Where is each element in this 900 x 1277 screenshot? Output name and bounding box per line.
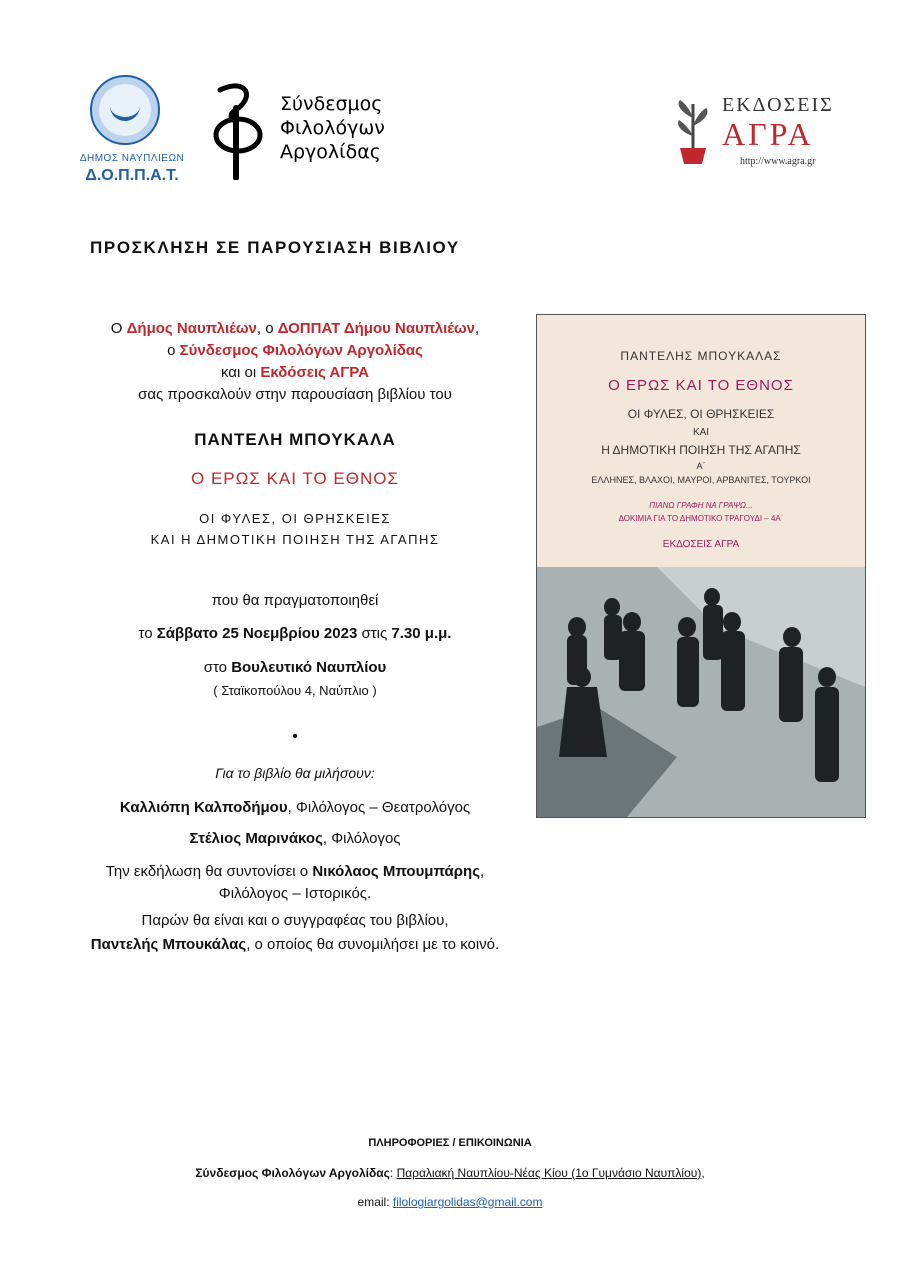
footer-email: email: filologiargolidas@gmail.com <box>357 1195 543 1209</box>
author-presence-line-2: Παντελής Μπουκάλας, ο οποίος θα συνομιλήσει με το κοινό. <box>90 936 500 953</box>
coordinator-role: Φιλόλογος – Ιστορικός. <box>218 885 372 902</box>
logo-right-line2: ΑΓΡΑ <box>722 116 814 152</box>
intro-line-4: σας προσκαλούν στην παρουσίαση βιβλίου του <box>138 386 452 403</box>
event-address: ( Σταϊκοπούλου 4, Ναύπλιο ) <box>213 683 377 698</box>
email-link[interactable]: filologiargolidas@gmail.com <box>392 1195 543 1209</box>
intro-block <box>60 318 530 406</box>
author-presence-line-1: Παρών θα είναι και ο συγγραφέας του βιβλίου, <box>141 912 449 929</box>
logo-right-line1: ΕΚΔΟΣΕΙΣ <box>722 94 834 116</box>
intro-line-3: και οι Εκδόσεις ΑΓΡΑ <box>220 364 369 381</box>
coordinator-line-1: Την εκδήλωση θα συντονίσει ο Νικόλαος Μπουμπάρης, <box>105 863 485 880</box>
logo-mid-line2: Φιλολόγων <box>280 117 385 139</box>
footer-address: Σύνδεσμος Φιλολόγων Αργολίδας: Παραλιακή Ναυπλίου-Νέας Κίου (1ο Γυμνάσιο Ναυπλίου), <box>195 1166 705 1180</box>
author-heading: ΠΑΝΤΕΛΗ ΜΠΟΥΚΑΛΑ <box>194 430 396 449</box>
cover-series-2: ΔΟΚΙΜΙΑ ΓΙΑ ΤΟ ΔΗΜΟΤΙΚΟ ΤΡΑΓΟΥΔΙ – 4Α΄ <box>618 514 784 523</box>
logo-mid-line3: Αργολίδας <box>280 141 381 163</box>
book-cover <box>536 314 866 818</box>
agra-publications-logo <box>670 94 860 174</box>
logo-left-name: Δ.Ο.Π.Π.Α.Τ. <box>85 167 179 184</box>
speakers-intro: Για το βιβλίο θα μιλήσουν: <box>215 765 375 781</box>
intro-line-1: Ο Δήμος Ναυπλιέων, ο ΔΟΠΠΑΤ Δήμου Ναυπλιέων, <box>110 320 480 337</box>
event-date: το Σάββατο 25 Νοεμβρίου 2023 στις 7.30 μ.μ. <box>138 625 452 642</box>
plant-pot-icon <box>670 96 716 168</box>
cover-sub-1: ΟΙ ΦΥΛΕΣ, ΟΙ ΘΡΗΣΚΕΙΕΣ <box>627 407 775 421</box>
cover-title: Ο ΕΡΩΣ ΚΑΙ ΤΟ ΕΘΝΟΣ <box>608 377 794 394</box>
cover-series-1: ΠΙΑΝΩ ΓΡΑΦΗ ΝΑ ΓΡΑΨΩ... <box>649 501 753 510</box>
subtitle-line-1: ΟΙ ΦΥΛΕΣ, ΟΙ ΘΡΗΣΚΕΙΕΣ <box>199 511 391 526</box>
intro-line-2: ο Σύνδεσμος Φιλολόγων Αργολίδας <box>167 342 423 359</box>
philologists-association-mark-icon <box>210 80 270 180</box>
logo-left-subtitle: ΔΗΜΟΣ ΝΑΥΠΛΙΕΩΝ <box>79 153 185 164</box>
municipal-seal-icon <box>90 75 160 145</box>
subtitle-line-2: ΚΑΙ Η ΔΗΜΟΤΙΚΗ ΠΟΙΗΣΗ ΤΗΣ ΑΓΑΠΗΣ <box>150 532 440 547</box>
cover-author: ΠΑΝΤΕΛΗΣ ΜΠΟΥΚΑΛΑΣ <box>620 349 782 363</box>
invitation-heading: ΠΡΟΣΚΛΗΣΗ ΣΕ ΠΑΡΟΥΣΙΑΣΗ ΒΙΒΛΙΟΥ <box>90 238 460 257</box>
coordinator <box>60 861 530 905</box>
event-intro: που θα πραγματοποιηθεί <box>211 592 379 609</box>
book-title: Ο ΕΡΩΣ ΚΑΙ ΤΟ ΕΘΝΟΣ <box>191 469 399 488</box>
cover-groups: ΕΛΛΗΝΕΣ, ΒΛΑΧΟΙ, ΜΑΥΡΟΙ, ΑΡΒΑΝΙΤΕΣ, ΤΟΥΡΚΟΙ <box>591 475 811 485</box>
cover-volume: Α΄ <box>696 461 706 471</box>
dimos-nafplieon-logo <box>79 75 185 195</box>
logo-mid-line1: Σύνδεσμος <box>280 93 383 115</box>
book-subtitle <box>60 508 530 550</box>
footer-address-text: Παραλιακή Ναυπλίου-Νέας Κίου (1ο Γυμνάσιο Ναυπλίου) <box>396 1166 702 1180</box>
speaker-2: Στέλιος Μαρινάκος, Φιλόλογος <box>189 830 401 847</box>
cover-sub-3: Η ΔΗΜΟΤΙΚΗ ΠΟΙΗΣΗ ΤΗΣ ΑΓΑΠΗΣ <box>601 443 801 457</box>
cover-publisher: ΕΚΔΟΣΕΙΣ ΑΓΡΑ <box>662 539 740 550</box>
separator-bullet: • <box>292 728 298 745</box>
footer-heading: ΠΛΗΡΟΦΟΡΙΕΣ / ΕΠΙΚΟΙΝΩΝΙΑ <box>368 1137 532 1149</box>
author-presence <box>60 909 530 957</box>
logo-right-url: http://www.agra.gr <box>740 156 816 167</box>
event-venue: στο Βουλευτικό Ναυπλίου <box>203 659 387 676</box>
philologists-association-name <box>280 92 385 164</box>
cover-photo <box>537 567 865 817</box>
cover-sub-2: ΚΑΙ <box>692 427 710 438</box>
speaker-1: Καλλιόπη Καλποδήμου, Φιλόλογος – Θεατρολόγος <box>119 799 471 816</box>
